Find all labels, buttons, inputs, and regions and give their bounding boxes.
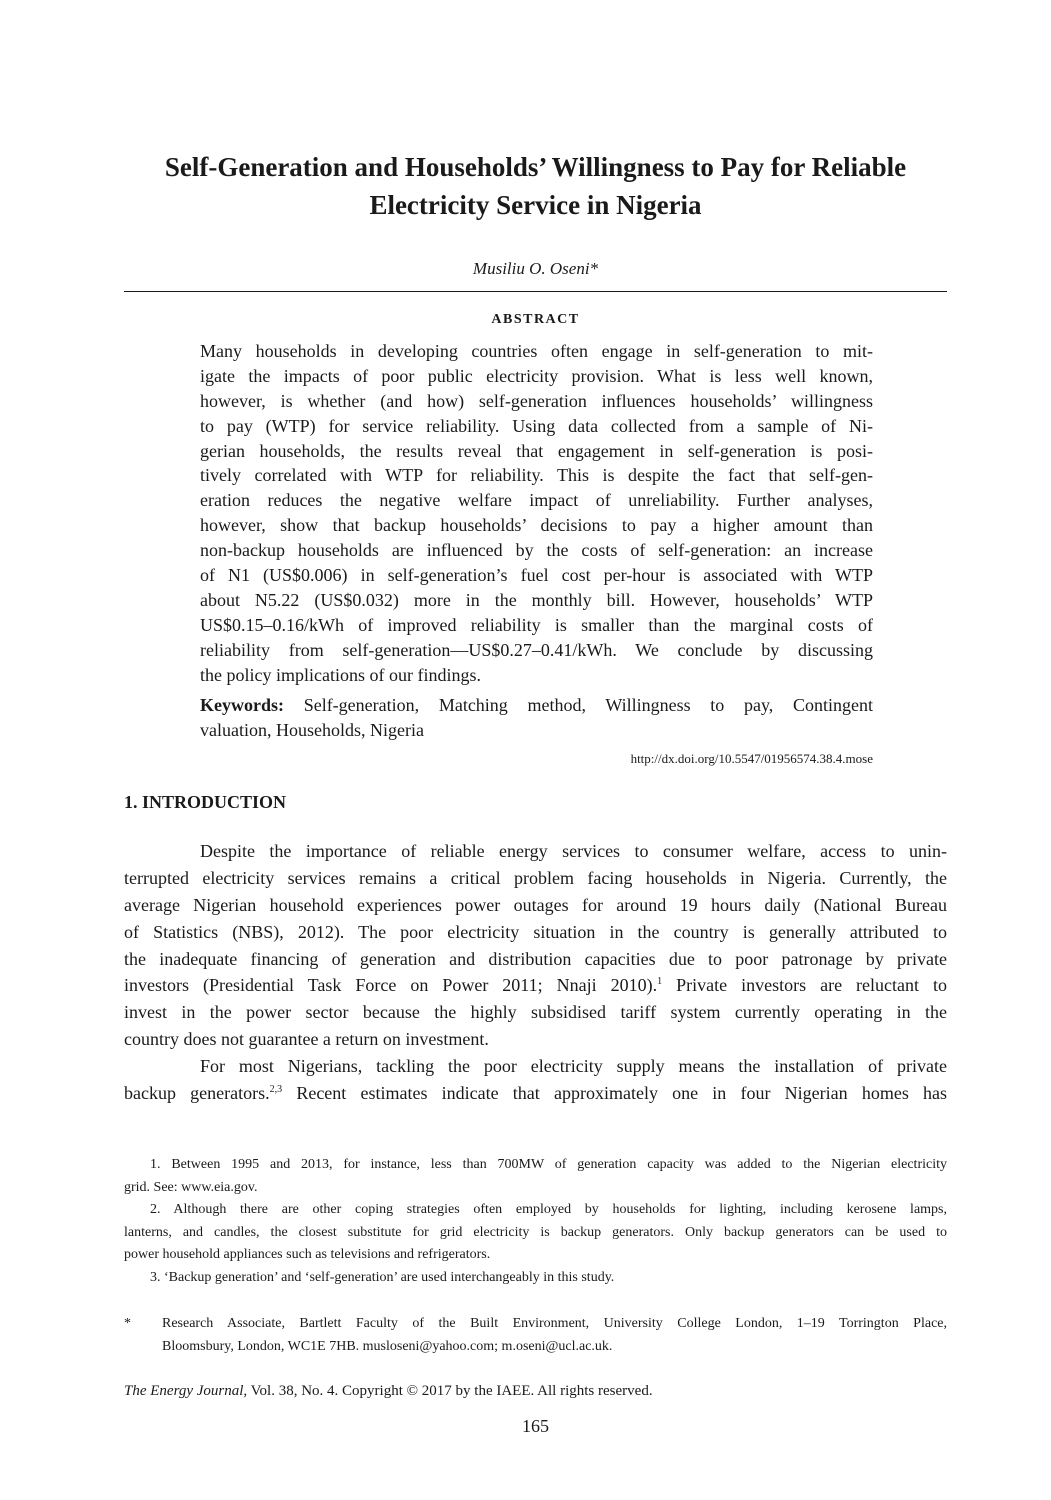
abstract-line: tively correlated with WTP for reliability. This is despite the fact that self-gen-	[200, 465, 873, 486]
affiliation-marker: *	[124, 1316, 131, 1331]
body-line: average Nigerian household experiences power outages for around 19 hours daily (National Bureau	[124, 894, 947, 915]
paper-title	[100, 148, 971, 224]
doi-link[interactable]: http://dx.doi.org/10.5547/01956574.38.4.mose	[630, 751, 873, 766]
body-line: terrupted electricity services remains a critical problem facing households in Nigeria. Currently, the	[124, 867, 947, 888]
section-heading: 1. INTRODUCTION	[124, 792, 287, 812]
footnote-line: lanterns, and candles, the closest substitute for grid electricity is backup generators. Only backup generators can be used to	[124, 1224, 947, 1240]
title-divider	[124, 291, 947, 292]
journal-name: The Energy Journal	[124, 1383, 244, 1399]
abstract-line: reliability from self-generation—US$0.27–0.41/kWh. We conclude by discussing	[200, 639, 873, 660]
body-line	[124, 1080, 947, 1107]
keywords-line	[200, 693, 873, 718]
abstract-heading: ABSTRACT	[491, 312, 580, 327]
abstract-line: Many households in developing countries often engage in self-generation to mit-	[200, 341, 873, 361]
keywords-label: Keywords:	[200, 695, 284, 715]
body-text-run: backup generators.	[124, 1083, 270, 1104]
journal-citation	[124, 1383, 653, 1400]
abstract-line: to pay (WTP) for service reliability. Using data collected from a sample of Ni-	[200, 415, 873, 436]
abstract-line: non-backup households are influenced by the costs of self-generation: an increase	[200, 540, 873, 561]
footnote-line: 1. Between 1995 and 2013, for instance, less than 700MW of generation capacity was added to the Nigerian electricity	[150, 1157, 947, 1172]
journal-details: , Vol. 38, No. 4. Copyright © 2017 by the IAEE. All rights reserved.	[243, 1383, 653, 1399]
title-line: Electricity Service in Nigeria	[369, 190, 702, 220]
abstract-line: US$0.15–0.16/kWh of improved reliability is smaller than the marginal costs of	[200, 614, 873, 635]
footnote-line: 2. Although there are other coping strategies often employed by households for lighting, including kerosene lamps,	[150, 1202, 947, 1217]
body-text-run: Recent estimates indicate that approximately one in four Nigerian homes has	[282, 1083, 947, 1104]
title-line: Self-Generation and Households’ Willingness to Pay for Reliable	[164, 152, 907, 182]
body-text-run: Private investors are reluctant to	[662, 975, 948, 996]
keywords-block	[200, 693, 873, 743]
abstract-line: igate the impacts of poor public electricity provision. What is less well known,	[200, 365, 873, 386]
abstract-line: eration reduces the negative welfare impact of unreliability. Further analyses,	[200, 490, 873, 511]
footnote-line: power household appliances such as televisions and refrigerators.	[124, 1247, 491, 1262]
author-name: Musiliu O. Oseni*	[472, 259, 599, 278]
footnote-line: 3. ‘Backup generation’ and ‘self-generation’ are used interchangeably in this study.	[150, 1269, 615, 1285]
body-line: Despite the importance of reliable energy services to consumer welfare, access to unin-	[200, 841, 947, 861]
abstract-line: however, show that backup households’ decisions to pay a higher amount than	[200, 515, 873, 536]
affiliation-line: Research Associate, Bartlett Faculty of the Built Environment, University College London, 1–19 Torrington Place,	[162, 1316, 947, 1331]
body-line: For most Nigerians, tackling the poor electricity supply means the installation of private	[200, 1056, 947, 1077]
body-line: the inadequate financing of generation and distribution capacities due to poor patronage by private	[124, 948, 947, 969]
keywords-text: Self-generation, Matching method, Willingness to pay, Contingent	[303, 695, 873, 715]
affiliation-text	[162, 1313, 947, 1358]
body-text-run: investors (Presidential Task Force on Power 2011; Nnaji 2010).	[124, 975, 658, 996]
footnote-ref[interactable]: 1	[657, 976, 663, 988]
footnotes	[124, 1154, 947, 1289]
footnote-ref[interactable]: 2,3	[269, 1084, 283, 1096]
body-line: of Statistics (NBS), 2012). The poor electricity situation in the country is generally attributed to	[124, 921, 947, 942]
body-line: country does not guarantee a return on investment.	[124, 1029, 489, 1050]
abstract-line: of N1 (US$0.006) in self-generation’s fuel cost per-hour is associated with WTP	[200, 565, 873, 586]
body-text	[124, 838, 947, 1107]
affiliation-line: Bloomsbury, London, WC1E 7HB. musloseni@yahoo.com; m.oseni@ucl.ac.uk.	[162, 1338, 613, 1354]
abstract-body	[200, 339, 873, 687]
abstract-line: about N5.22 (US$0.032) more in the monthly bill. However, households’ WTP	[200, 589, 873, 610]
keywords-line: valuation, Households, Nigeria	[200, 719, 424, 740]
footnote-line: grid. See: www.eia.gov.	[124, 1179, 258, 1195]
body-line	[124, 972, 947, 999]
body-line: invest in the power sector because the highly subsidised tariff system currently operating in the	[124, 1002, 947, 1023]
abstract-line: however, is whether (and how) self-generation influences households’ willingness	[200, 390, 873, 411]
page-number: 165	[522, 1416, 549, 1436]
abstract-line: the policy implications of our findings.	[200, 664, 481, 685]
abstract-line: gerian households, the results reveal that engagement in self-generation is posi-	[200, 440, 873, 461]
